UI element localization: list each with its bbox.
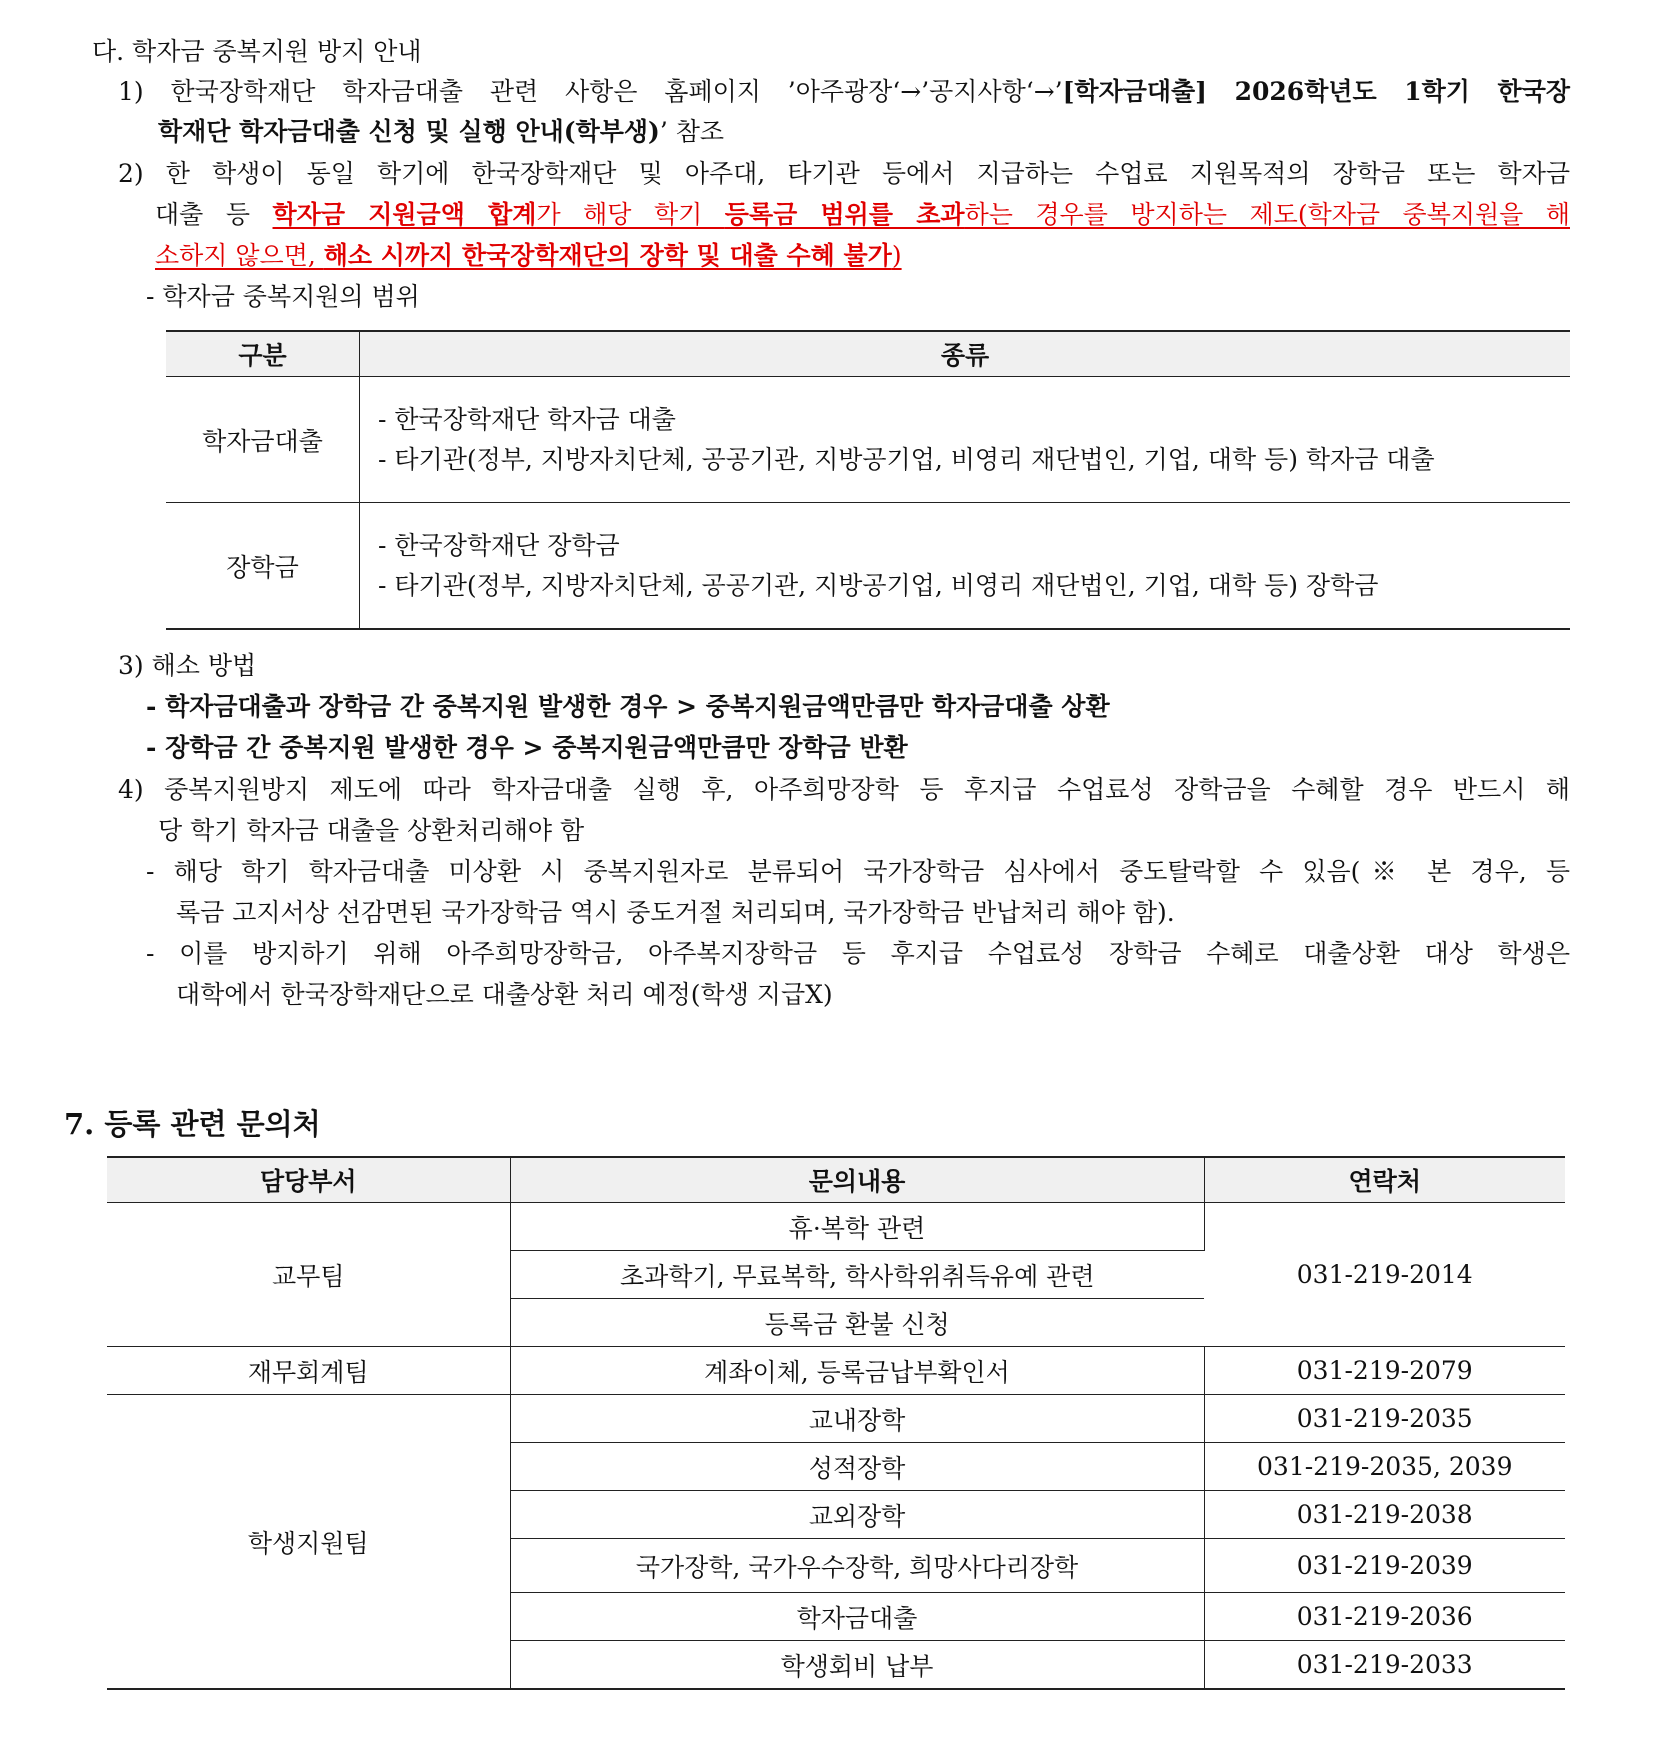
item1-line1-text: 1) 한국장학재단 학자금대출 관련 사항은 홈페이지 ’아주광장‘→’공지사항‘→’: [118, 77, 1063, 106]
scope-item: - 한국장학재단 학자금 대출: [378, 404, 676, 434]
item1-line2: [158, 112, 724, 152]
phone-cell: 031-219-2079: [1204, 1347, 1565, 1395]
content-cell: 성적장학: [510, 1443, 1204, 1491]
contacts-header-phone: 연락처: [1204, 1157, 1565, 1203]
table-row: [107, 1347, 1565, 1395]
phone-cell: 031-219-2036: [1204, 1593, 1565, 1641]
phone-cell: 031-219-2014: [1204, 1203, 1565, 1347]
item3-title: 3) 해소 방법: [118, 651, 257, 680]
item4-bullet2-line2: 대학에서 한국장학재단으로 대출상환 처리 예정(학생 지급X): [176, 980, 833, 1009]
phone-cell: 031-219-2035, 2039: [1204, 1443, 1565, 1491]
contacts-header-dept: 담당부서: [107, 1157, 510, 1203]
dept-cell: 교무팀: [107, 1203, 510, 1347]
phone-cell: 031-219-2038: [1204, 1491, 1565, 1539]
item2-line2-emph2: 등록금 범위를 초과: [724, 200, 965, 229]
item2-line3-emph: 해소 시까지 한국장학재단의 장학 및 대출 수혜 불가: [323, 241, 892, 270]
item2-line3-red: 소하지 않으면,: [155, 241, 324, 270]
item1-line1: [118, 72, 1570, 112]
phone-cell: 031-219-2033: [1204, 1641, 1565, 1690]
scope-header-category: 구분: [166, 331, 360, 377]
item4-bullet1-line1: - 해당 학기 학자금대출 미상환 시 중복지원자로 분류되어 국가장학금 심사에서 중도탈락할 수 있음(※ 본 경우, 등: [146, 857, 1570, 886]
content-cell: 등록금 환불 신청: [510, 1299, 1204, 1347]
content-cell: 학생회비 납부: [510, 1641, 1204, 1690]
dept-cell: 학생지원팀: [107, 1395, 510, 1690]
scope-label: - 학자금 중복지원의 범위: [146, 282, 420, 311]
phone-cell: 031-219-2039: [1204, 1539, 1565, 1593]
item4-line2: 당 학기 학자금 대출을 상환처리해야 함: [158, 816, 585, 845]
content-cell: 휴·복학 관련: [510, 1203, 1204, 1251]
content-cell: 초과학기, 무료복학, 학사학위취득유예 관련: [510, 1251, 1204, 1299]
item2-line3: [155, 236, 902, 276]
content-cell: 국가장학, 국가우수장학, 희망사다리장학: [510, 1539, 1204, 1593]
contacts-header-content: 문의내용: [510, 1157, 1204, 1203]
scope-item: - 타기관(정부, 지방자치단체, 공공기관, 지방공기업, 비영리 재단법인, 기업, 대학 등) 학자금 대출: [378, 444, 1435, 474]
contacts-header-row: [107, 1157, 1565, 1203]
item2-line2-red2: 하는 경우를 방지하는 제도(학자금 중복지원을 해: [964, 200, 1570, 229]
item1-line1-bold: [학자금대출] 2026학년도 1학기 한국장: [1062, 77, 1570, 106]
item4-bullet1-line2: 록금 고지서상 선감면된 국가장학금 역시 중도거절 처리되며, 국가장학금 반납처리 해야 함).: [176, 898, 1175, 927]
table-row: [107, 1203, 1565, 1251]
item3-bullet2: - 장학금 간 중복지원 발생한 경우 > 중복지원금액만큼만 장학금 반환: [146, 733, 908, 762]
content-cell: 계좌이체, 등록금납부확인서: [510, 1347, 1204, 1395]
scope-row-scholarship: [166, 503, 1570, 630]
scope-items-scholarship: [360, 503, 1571, 630]
registration-contacts-table: [107, 1156, 1565, 1690]
item2-line2: [155, 195, 1570, 235]
scope-header-type: 종류: [360, 331, 1571, 377]
dept-cell: 재무회계팀: [107, 1347, 510, 1395]
table-row: [107, 1395, 1565, 1443]
item4-bullet2-line1: - 이를 방지하기 위해 아주희망장학금, 아주복지장학금 등 후지급 수업료성 장학금 수혜로 대출상환 대상 학생은: [146, 939, 1570, 968]
item4-line1: 4) 중복지원방지 제도에 따라 학자금대출 실행 후, 아주희망장학 등 후지급 수업료성 장학금을 수혜할 경우 반드시 해: [118, 775, 1570, 804]
scope-row-loan: [166, 377, 1570, 503]
item2-line2-red1: 가 해당 학기: [536, 200, 725, 229]
scope-items-loan: [360, 377, 1571, 503]
item2-line1: 2) 한 학생이 동일 학기에 한국장학재단 및 아주대, 타기관 등에서 지급하는 수업료 지원목적의 장학금 또는 학자금: [118, 159, 1570, 188]
content-cell: 학자금대출: [510, 1593, 1204, 1641]
item1-line2-suffix: ’ 참조: [659, 117, 725, 146]
scope-item: - 타기관(정부, 지방자치단체, 공공기관, 지방공기업, 비영리 재단법인, 기업, 대학 등) 장학금: [378, 570, 1379, 600]
scope-category-scholarship: 장학금: [166, 503, 360, 630]
duplicate-support-scope-table: [166, 330, 1570, 630]
item3-bullet1: - 학자금대출과 장학금 간 중복지원 발생한 경우 > 중복지원금액만큼만 학자금대출 상환: [146, 692, 1110, 721]
section7-title: 7. 등록 관련 문의처: [64, 1107, 321, 1141]
scope-table-header-row: [166, 331, 1570, 377]
item1-line2-bold: 학재단 학자금대출 신청 및 실행 안내(학부생): [158, 117, 660, 146]
section-da-title: 다. 학자금 중복지원 방지 안내: [92, 37, 422, 66]
scope-item: - 한국장학재단 장학금: [378, 530, 620, 560]
item2-line2-emph1: 학자금 지원금액 합계: [272, 200, 537, 229]
scope-category-loan: 학자금대출: [166, 377, 360, 503]
phone-cell: 031-219-2035: [1204, 1395, 1565, 1443]
content-cell: 교내장학: [510, 1395, 1204, 1443]
item2-line3-close: ): [891, 241, 902, 270]
content-cell: 교외장학: [510, 1491, 1204, 1539]
item2-line2-a: 대출 등: [155, 200, 273, 229]
